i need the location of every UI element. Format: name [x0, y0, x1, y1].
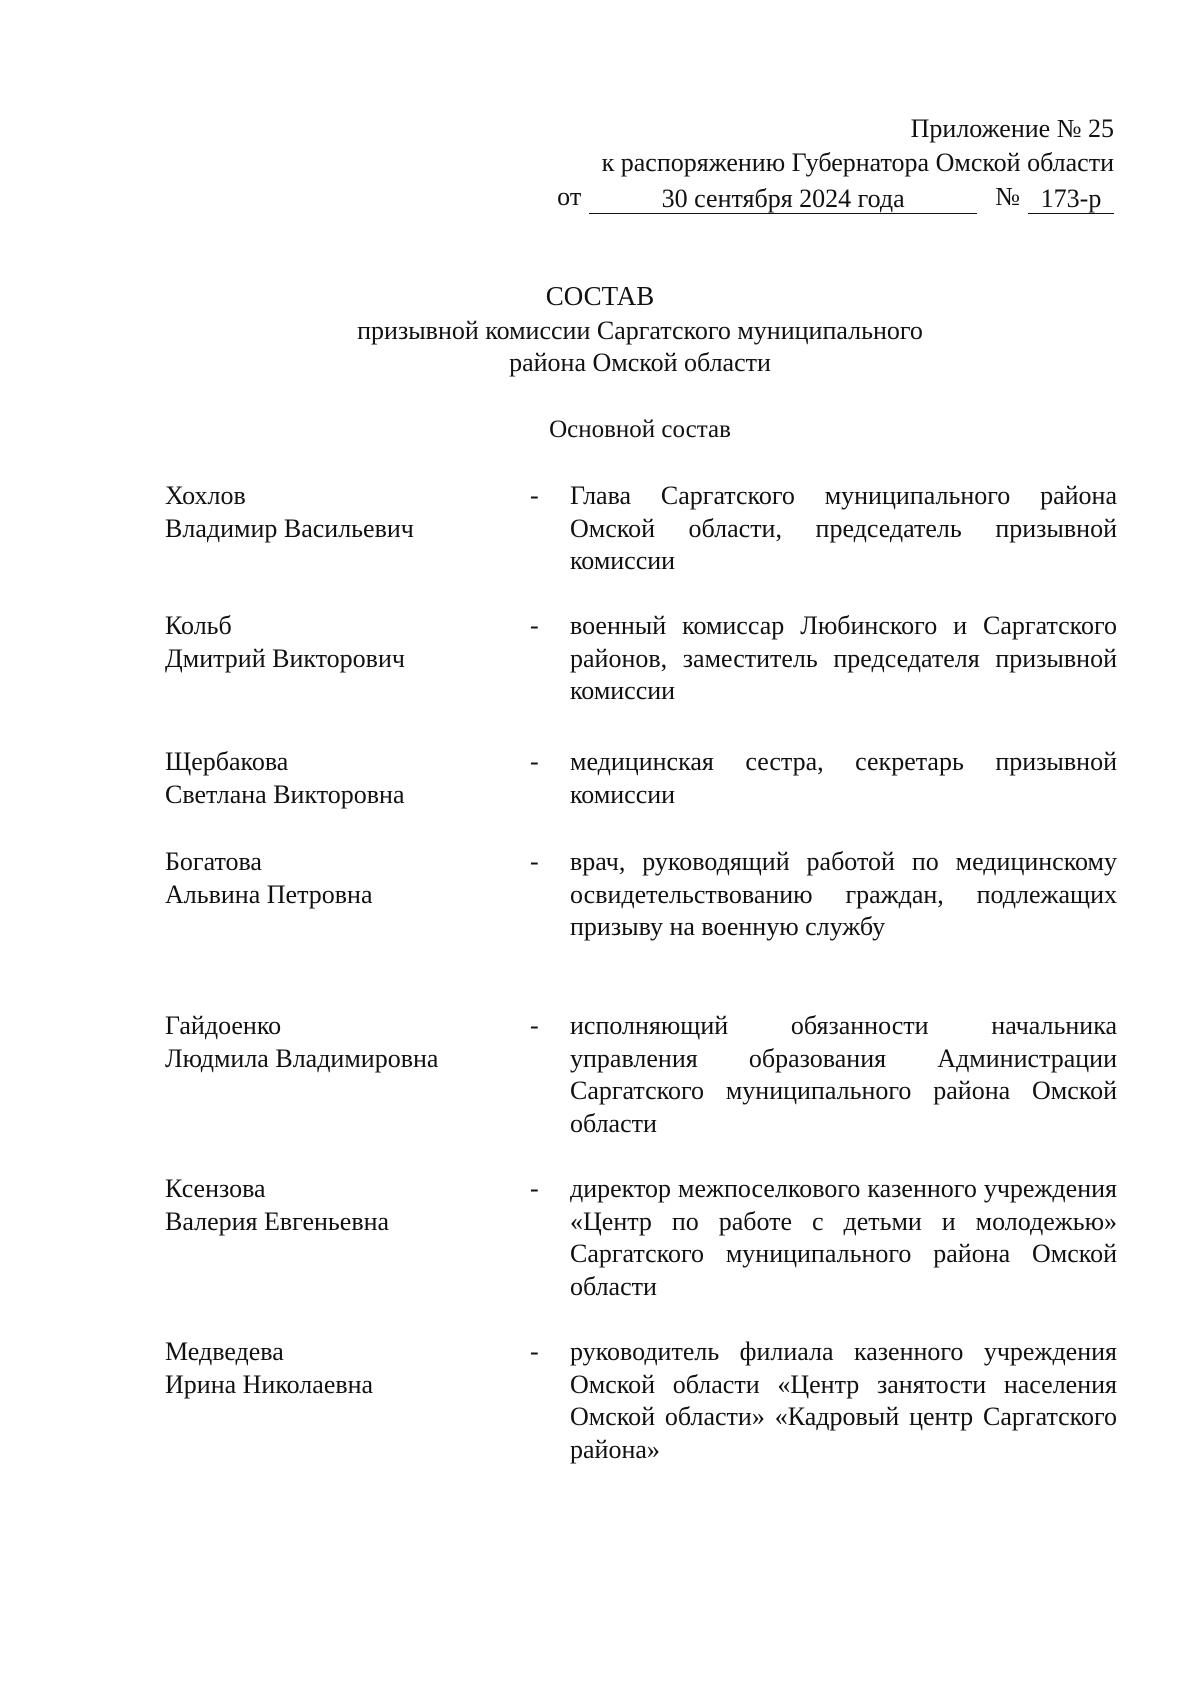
- attachment-date-line: [514, 180, 1114, 214]
- member-surname: Ксензова: [165, 1174, 266, 1203]
- member-role: Глава Саргатского муниципального района Омской области, председатель призывной комиссии: [570, 481, 1117, 575]
- member-given-names: Валерия Евгеньевна: [165, 1206, 390, 1236]
- member-dash: -: [530, 1011, 539, 1040]
- attachment-reference: к распоряжению Губернатора Омской области: [601, 148, 1114, 177]
- member-role: директор межпоселкового казенного учреждения «Центр по работе с детьми и молодежью» Саргатского муниципального района Омской области: [570, 1174, 1117, 1301]
- document-subtitle-line-1: призывной комиссии Саргатского муниципального: [357, 316, 923, 345]
- member-name: [165, 1336, 495, 1401]
- order-number: 173-р: [1028, 185, 1114, 214]
- member-role: руководитель филиала казенного учреждения Омской области «Центр занятости населения Омской области» «Кадровый центр Саргатского района»: [570, 1337, 1117, 1464]
- member-dash: -: [530, 1174, 539, 1203]
- from-label: от: [557, 182, 582, 211]
- member-role: медицинская сестра, секретарь призывной комиссии: [570, 747, 1117, 809]
- member-name: [165, 846, 495, 911]
- member-name: [165, 480, 495, 545]
- order-date: 30 сентября 2024 года: [589, 185, 977, 214]
- member-name: [165, 1173, 495, 1238]
- attachment-block: [514, 112, 1114, 214]
- attachment-number: Приложение № 25: [910, 114, 1114, 143]
- member-name: [165, 610, 495, 675]
- member-dash: -: [530, 747, 539, 776]
- member-role: исполняющий обязанности начальника управления образования Администрации Саргатского муниципального района Омской области: [570, 1011, 1117, 1138]
- member-role: врач, руководящий работой по медицинскому освидетельствованию граждан, подлежащих призыву на военную службу: [570, 847, 1117, 941]
- member-surname: Богатова: [165, 847, 262, 876]
- member-dash: -: [530, 481, 539, 510]
- document-subtitle-line-2: района Омской области: [509, 348, 771, 377]
- member-given-names: Владимир Васильевич: [165, 513, 414, 543]
- member-role: военный комиссар Любинского и Саргатского районов, заместитель председателя призывной комиссии: [570, 611, 1117, 705]
- member-given-names: Ирина Николаевна: [165, 1369, 374, 1399]
- member-surname: Гайдоенко: [165, 1011, 282, 1040]
- member-name: [165, 746, 495, 811]
- member-given-names: Людмила Владимировна: [165, 1043, 439, 1073]
- number-label: №: [995, 182, 1020, 211]
- member-surname: Медведева: [165, 1337, 284, 1366]
- member-given-names: Дмитрий Викторович: [165, 643, 405, 673]
- member-given-names: Альвина Петровна: [165, 879, 373, 909]
- section-title: Основной состав: [549, 416, 731, 443]
- member-surname: Хохлов: [165, 481, 246, 510]
- document-title: СОСТАВ: [545, 281, 655, 311]
- member-surname: Щербакова: [165, 747, 289, 776]
- member-dash: -: [530, 1337, 539, 1366]
- member-name: [165, 1010, 495, 1075]
- member-dash: -: [530, 847, 539, 876]
- member-given-names: Светлана Викторовна: [165, 779, 405, 809]
- member-surname: Кольб: [165, 611, 232, 640]
- member-dash: -: [530, 611, 539, 640]
